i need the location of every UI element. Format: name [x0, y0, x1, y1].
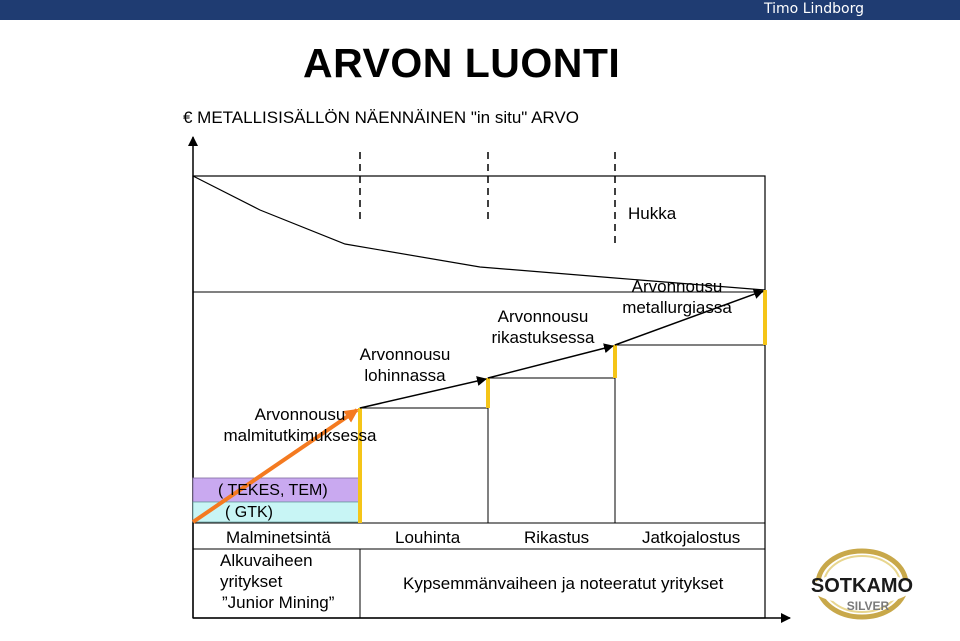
sotkamo-silver-logo [810, 548, 920, 628]
stage-box-2 [488, 378, 615, 523]
stage-label-line: metallurgiassa [622, 298, 732, 317]
y-axis-label: € METALLISISÄLLÖN NÄENNÄINEN "in situ" ARVO [183, 108, 579, 127]
logo-sub-text: SILVER [846, 599, 890, 613]
stage-label-line: rikastuksessa [491, 328, 595, 347]
early-companies-label [220, 550, 334, 613]
slide-title: ARVON LUONTI [303, 40, 621, 86]
processing-value-arrow [488, 346, 613, 378]
phase-label-mining: Louhinta [395, 528, 461, 547]
stage-label-mining [350, 344, 460, 386]
funding-label-tekes-tem: ( TEKES, TEM) [218, 482, 328, 499]
stage-label-exploration [208, 404, 392, 446]
in-situ-value-curve [193, 176, 765, 290]
logo-main-text: SOTKAMO [810, 575, 914, 597]
stage-label-line: Arvonnousu [359, 345, 451, 364]
company-label-line: Alkuvaiheen [220, 551, 313, 570]
stage-label-line: Arvonnousu [497, 307, 589, 326]
company-label-line: yritykset [220, 572, 283, 591]
stage-label-line: lohinnassa [364, 366, 446, 385]
stage-label-processing [478, 306, 608, 348]
company-label-line: ”Junior Mining” [222, 593, 335, 612]
funding-label-gtk: ( GTK) [225, 504, 273, 521]
stage-label-line: malmitutkimuksessa [223, 426, 377, 445]
stage-label-line: Arvonnousu [631, 277, 723, 296]
phase-label-refining: Jatkojalostus [642, 528, 741, 547]
stage-box-3 [615, 345, 765, 523]
mature-companies-label: Kypsemmänvaiheen ja noteeratut yritykset [403, 574, 724, 593]
loss-label: Hukka [628, 204, 677, 223]
phase-label-processing: Rikastus [524, 528, 590, 547]
logo-emblem-icon [810, 548, 920, 628]
author-name: Timo Lindborg [764, 1, 864, 17]
stage-label-line: Arvonnousu [254, 405, 346, 424]
stage-label-metallurgy [612, 276, 742, 318]
phase-label-exploration: Malminetsintä [226, 528, 331, 547]
